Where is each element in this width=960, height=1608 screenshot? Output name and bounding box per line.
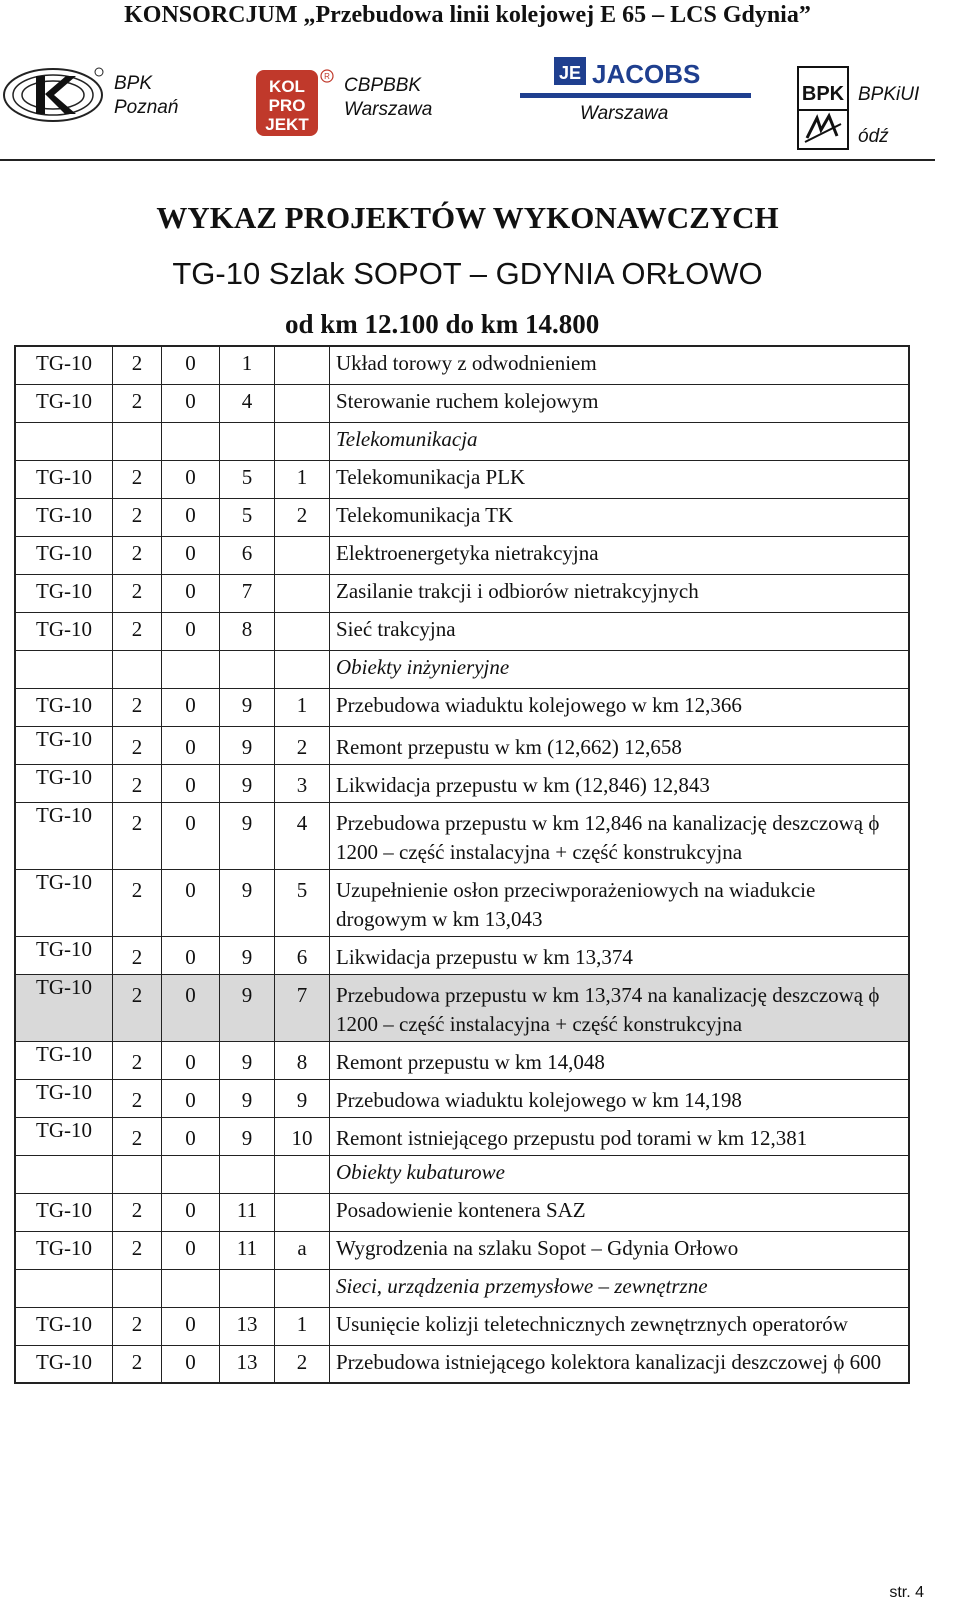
digit-b-cell: 0 xyxy=(162,574,220,612)
digit-a-cell xyxy=(113,1269,162,1307)
digit-a-cell xyxy=(113,1155,162,1193)
digit-d-cell: 9 xyxy=(275,1079,330,1117)
digit-d-cell xyxy=(275,1193,330,1231)
digit-b-cell: 0 xyxy=(162,384,220,422)
digit-a-cell: 2 xyxy=(113,574,162,612)
code-cell xyxy=(15,422,113,460)
digit-c-cell: 8 xyxy=(220,612,275,650)
code-cell: TG-10 xyxy=(15,802,113,869)
cbpbbk-name: CBPBBK Warszawa xyxy=(344,75,433,120)
digit-c-cell: 9 xyxy=(220,802,275,869)
document-title: WYKAZ PROJEKTÓW WYKONAWCZYCH xyxy=(156,200,779,235)
digit-a-cell: 2 xyxy=(113,498,162,536)
digit-d-cell: 4 xyxy=(275,802,330,869)
digit-c-cell: 9 xyxy=(220,1117,275,1155)
title-cell: Sieć trakcyjna xyxy=(330,612,910,650)
code-cell: TG-10 xyxy=(15,460,113,498)
digit-b-cell: 0 xyxy=(162,974,220,1041)
digit-d-cell xyxy=(275,574,330,612)
digit-d-cell: 2 xyxy=(275,498,330,536)
table-row xyxy=(15,764,909,802)
digit-b-cell: 0 xyxy=(162,726,220,764)
title-cell: Przebudowa istniejącego kolektora kanalizacji deszczowej ϕ 600 xyxy=(330,1345,910,1383)
svg-text:R: R xyxy=(324,72,330,81)
bpk-poznan-name: BPK Poznań xyxy=(114,73,179,118)
digit-d-cell xyxy=(275,346,330,384)
digit-a-cell: 2 xyxy=(113,1041,162,1079)
table-row xyxy=(15,1345,909,1383)
section-row xyxy=(15,650,909,688)
title-cell: Obiekty kubaturowe xyxy=(330,1155,910,1193)
table-row xyxy=(15,574,909,612)
code-cell: TG-10 xyxy=(15,1193,113,1231)
digit-c-cell: 9 xyxy=(220,974,275,1041)
table-row xyxy=(15,936,909,974)
code-cell: TG-10 xyxy=(15,764,113,802)
digit-b-cell: 0 xyxy=(162,1079,220,1117)
digit-b-cell xyxy=(162,1155,220,1193)
code-cell: TG-10 xyxy=(15,869,113,936)
digit-c-cell: 5 xyxy=(220,498,275,536)
bpkiui-logo-icon xyxy=(797,66,849,150)
code-cell: TG-10 xyxy=(15,1041,113,1079)
digit-b-cell: 0 xyxy=(162,764,220,802)
digit-a-cell: 2 xyxy=(113,764,162,802)
digit-c-cell xyxy=(220,650,275,688)
projects-table xyxy=(14,345,910,1384)
table-row xyxy=(15,974,909,1041)
digit-c-cell: 11 xyxy=(220,1193,275,1231)
digit-b-cell xyxy=(162,650,220,688)
title-cell: Sieci, urządzenia przemysłowe – zewnętrzne xyxy=(330,1269,910,1307)
digit-d-cell: 3 xyxy=(275,764,330,802)
bpkiui-name: BPKiUI ódź xyxy=(858,84,920,147)
table-row xyxy=(15,802,909,869)
title-cell: Usunięcie kolizji teletechnicznych zewnętrznych operatorów xyxy=(330,1307,910,1345)
digit-d-cell: a xyxy=(275,1231,330,1269)
digit-a-cell: 2 xyxy=(113,612,162,650)
page-number: str. 4 xyxy=(889,1584,924,1601)
table-row xyxy=(15,1079,909,1117)
digit-d-cell xyxy=(275,650,330,688)
digit-c-cell: 9 xyxy=(220,688,275,726)
digit-b-cell: 0 xyxy=(162,612,220,650)
table-row xyxy=(15,536,909,574)
digit-a-cell: 2 xyxy=(113,346,162,384)
table-row xyxy=(15,1193,909,1231)
section-row xyxy=(15,1155,909,1193)
digit-c-cell: 7 xyxy=(220,574,275,612)
digit-b-cell: 0 xyxy=(162,1231,220,1269)
digit-c-cell: 13 xyxy=(220,1307,275,1345)
title-cell: Elektroenergetyka nietrakcyjna xyxy=(330,536,910,574)
digit-a-cell: 2 xyxy=(113,1307,162,1345)
title-cell: Likwidacja przepustu w km (12,846) 12,843 xyxy=(330,764,910,802)
digit-c-cell: 9 xyxy=(220,1041,275,1079)
code-cell xyxy=(15,1269,113,1307)
svg-text:JEKT: JEKT xyxy=(265,115,309,134)
table-row xyxy=(15,1307,909,1345)
digit-a-cell xyxy=(113,422,162,460)
code-cell: TG-10 xyxy=(15,536,113,574)
table-row xyxy=(15,869,909,936)
kolprojekt-logo-icon xyxy=(256,68,336,138)
title-cell: Telekomunikacja xyxy=(330,422,910,460)
digit-d-cell: 8 xyxy=(275,1041,330,1079)
code-cell: TG-10 xyxy=(15,688,113,726)
title-cell: Remont istniejącego przepustu pod torami w km 12,381 xyxy=(330,1117,910,1155)
digit-a-cell: 2 xyxy=(113,688,162,726)
table-body xyxy=(15,346,909,1383)
table-row xyxy=(15,612,909,650)
table-row xyxy=(15,1231,909,1269)
title-cell: Przebudowa wiaduktu kolejowego w km 12,366 xyxy=(330,688,910,726)
digit-c-cell: 5 xyxy=(220,460,275,498)
digit-c-cell: 9 xyxy=(220,1079,275,1117)
digit-c-cell xyxy=(220,1269,275,1307)
digit-d-cell: 2 xyxy=(275,726,330,764)
digit-b-cell: 0 xyxy=(162,498,220,536)
digit-b-cell: 0 xyxy=(162,1307,220,1345)
digit-a-cell: 2 xyxy=(113,936,162,974)
digit-d-cell: 5 xyxy=(275,869,330,936)
digit-b-cell: 0 xyxy=(162,536,220,574)
title-cell: Przebudowa wiaduktu kolejowego w km 14,198 xyxy=(330,1079,910,1117)
table-row xyxy=(15,1117,909,1155)
digit-d-cell: 6 xyxy=(275,936,330,974)
digit-a-cell: 2 xyxy=(113,1345,162,1383)
digit-c-cell: 1 xyxy=(220,346,275,384)
code-cell: TG-10 xyxy=(15,936,113,974)
digit-d-cell xyxy=(275,536,330,574)
code-cell: TG-10 xyxy=(15,384,113,422)
digit-b-cell xyxy=(162,1269,220,1307)
svg-text:JE: JE xyxy=(558,63,582,83)
code-cell: TG-10 xyxy=(15,1079,113,1117)
digit-c-cell: 4 xyxy=(220,384,275,422)
digit-b-cell: 0 xyxy=(162,869,220,936)
table-row xyxy=(15,460,909,498)
code-cell: TG-10 xyxy=(15,346,113,384)
digit-a-cell: 2 xyxy=(113,1079,162,1117)
digit-b-cell: 0 xyxy=(162,688,220,726)
digit-d-cell xyxy=(275,612,330,650)
digit-d-cell: 7 xyxy=(275,974,330,1041)
digit-b-cell: 0 xyxy=(162,460,220,498)
title-cell: Remont przepustu w km (12,662) 12,658 xyxy=(330,726,910,764)
title-cell: Układ torowy z odwodnieniem xyxy=(330,346,910,384)
digit-d-cell xyxy=(275,1269,330,1307)
table-row xyxy=(15,688,909,726)
section-row xyxy=(15,1269,909,1307)
title-cell: Obiekty inżynieryjne xyxy=(330,650,910,688)
digit-c-cell: 13 xyxy=(220,1345,275,1383)
code-cell: TG-10 xyxy=(15,1345,113,1383)
table-row xyxy=(15,384,909,422)
digit-b-cell: 0 xyxy=(162,802,220,869)
document-subtitle: TG-10 Szlak SOPOT – GDYNIA ORŁOWO xyxy=(172,256,763,291)
digit-d-cell: 1 xyxy=(275,688,330,726)
digit-b-cell: 0 xyxy=(162,1193,220,1231)
digit-a-cell: 2 xyxy=(113,536,162,574)
title-cell: Przebudowa przepustu w km 13,374 na kanalizację deszczową ϕ 1200 – część instalacyjna + część konstrukcyjna xyxy=(330,974,910,1041)
consortium-title: KONSORCJUM „Przebudowa linii kolejowej E 65 – LCS Gdynia” xyxy=(124,2,811,28)
digit-c-cell: 6 xyxy=(220,536,275,574)
title-cell: Sterowanie ruchem kolejowym xyxy=(330,384,910,422)
digit-a-cell: 2 xyxy=(113,869,162,936)
digit-a-cell: 2 xyxy=(113,1193,162,1231)
code-cell: TG-10 xyxy=(15,612,113,650)
digit-b-cell: 0 xyxy=(162,1345,220,1383)
digit-b-cell: 0 xyxy=(162,1041,220,1079)
jacobs-city: Warszawa xyxy=(580,103,669,124)
digit-c-cell: 9 xyxy=(220,936,275,974)
svg-text:JACOBS: JACOBS xyxy=(592,59,701,89)
code-cell: TG-10 xyxy=(15,1307,113,1345)
title-cell: Zasilanie trakcji i odbiorów nietrakcyjnych xyxy=(330,574,910,612)
title-cell: Telekomunikacja PLK xyxy=(330,460,910,498)
jacobs-logo-icon xyxy=(520,55,752,101)
document-range: od km 12.100 do km 14.800 xyxy=(285,309,600,339)
digit-c-cell xyxy=(220,422,275,460)
table-row xyxy=(15,346,909,384)
svg-text:KOL: KOL xyxy=(269,77,305,96)
header-divider xyxy=(0,159,935,161)
digit-a-cell: 2 xyxy=(113,1117,162,1155)
svg-text:BPK: BPK xyxy=(801,83,845,105)
title-cell: Posadowienie kontenera SAZ xyxy=(330,1193,910,1231)
digit-b-cell: 0 xyxy=(162,346,220,384)
digit-c-cell: 9 xyxy=(220,726,275,764)
digit-b-cell: 0 xyxy=(162,936,220,974)
table-row xyxy=(15,726,909,764)
digit-c-cell: 9 xyxy=(220,869,275,936)
digit-c-cell: 9 xyxy=(220,764,275,802)
digit-a-cell: 2 xyxy=(113,460,162,498)
digit-c-cell: 11 xyxy=(220,1231,275,1269)
digit-d-cell xyxy=(275,1155,330,1193)
digit-b-cell xyxy=(162,422,220,460)
code-cell: TG-10 xyxy=(15,726,113,764)
title-cell: Wygrodzenia na szlaku Sopot – Gdynia Orłowo xyxy=(330,1231,910,1269)
code-cell: TG-10 xyxy=(15,574,113,612)
section-row xyxy=(15,422,909,460)
digit-a-cell: 2 xyxy=(113,802,162,869)
digit-a-cell: 2 xyxy=(113,1231,162,1269)
code-cell xyxy=(15,1155,113,1193)
digit-d-cell xyxy=(275,384,330,422)
digit-a-cell: 2 xyxy=(113,974,162,1041)
title-cell: Remont przepustu w km 14,048 xyxy=(330,1041,910,1079)
digit-d-cell: 1 xyxy=(275,460,330,498)
digit-a-cell xyxy=(113,650,162,688)
title-cell: Przebudowa przepustu w km 12,846 na kanalizację deszczową ϕ 1200 – część instalacyjna + część konstrukcyjna xyxy=(330,802,910,869)
digit-a-cell: 2 xyxy=(113,384,162,422)
digit-b-cell: 0 xyxy=(162,1117,220,1155)
title-cell: Likwidacja przepustu w km 13,374 xyxy=(330,936,910,974)
digit-c-cell xyxy=(220,1155,275,1193)
code-cell: TG-10 xyxy=(15,1117,113,1155)
bpk-poznan-logo-icon xyxy=(2,66,104,124)
title-cell: Uzupełnienie osłon przeciwporażeniowych na wiadukcie drogowym w km 13,043 xyxy=(330,869,910,936)
digit-d-cell: 1 xyxy=(275,1307,330,1345)
digit-a-cell: 2 xyxy=(113,726,162,764)
digit-d-cell xyxy=(275,422,330,460)
digit-d-cell: 10 xyxy=(275,1117,330,1155)
title-cell: Telekomunikacja TK xyxy=(330,498,910,536)
code-cell xyxy=(15,650,113,688)
table-row xyxy=(15,1041,909,1079)
digit-d-cell: 2 xyxy=(275,1345,330,1383)
svg-text:PRO: PRO xyxy=(268,96,306,115)
code-cell: TG-10 xyxy=(15,498,113,536)
table-row xyxy=(15,498,909,536)
code-cell: TG-10 xyxy=(15,1231,113,1269)
code-cell: TG-10 xyxy=(15,974,113,1041)
